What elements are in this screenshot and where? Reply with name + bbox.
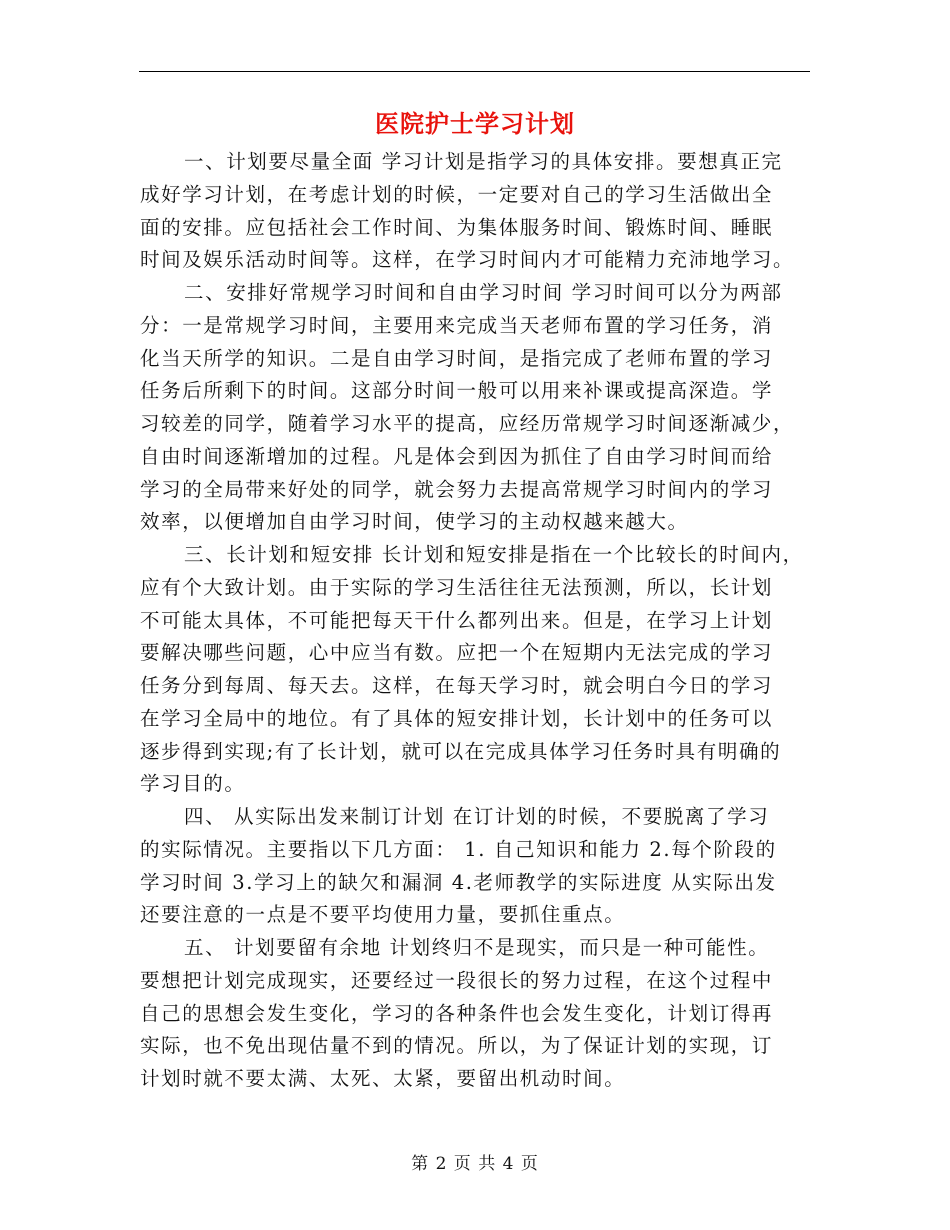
body-line: 学习时间 3.学习上的缺欠和漏洞 4.老师教学的实际进度 从实际出发 (140, 870, 777, 894)
document-body (140, 146, 810, 1096)
body-line: 的实际情况。主要指以下几方面： 1. 自己知识和能力 2.每个阶段的 (140, 837, 777, 861)
body-line: 五、 计划要留有余地 计划终归不是现实，而只是一种可能性。 (184, 936, 770, 959)
body-line: 成好学习计划，在考虑计划的时候，一定要对自己的学习生活做出全 (140, 182, 774, 206)
body-line: 学习目的。 (140, 772, 246, 796)
header-rule (139, 71, 810, 72)
body-line: 自由时间逐渐增加的过程。凡是体会到因为抓住了自由学习时间而给 (140, 444, 774, 468)
body-line: 一、计划要尽量全面 学习计划是指学习的具体安排。要想真正完 (184, 150, 783, 173)
body-line: 应有个大致计划。由于实际的学习生活往往无法预测，所以，长计划 (140, 575, 774, 599)
body-line: 三、长计划和短安排 长计划和短安排是指在一个比较长的时间内， (184, 543, 804, 566)
body-line: 分：一是常规学习时间，主要用来完成当天老师布置的学习任务，消 (140, 313, 774, 337)
body-line: 任务后所剩下的时间。这部分时间一般可以用来补课或提高深造。学 (140, 379, 774, 403)
body-line: 时间及娱乐活动时间等。这样，在学习时间内才可能精力充沛地学习。 (140, 248, 795, 272)
body-line: 面的安排。应包括社会工作时间、为集体服务时间、锻炼时间、睡眠 (140, 215, 774, 239)
page-number: 第 2 页 共 4 页 (411, 1154, 539, 1174)
body-line: 逐步得到实现;有了长计划，就可以在完成具体学习任务时具有明确的 (140, 739, 782, 763)
body-line: 任务分到每周、每天去。这样，在每天学习时，就会明白今日的学习 (140, 674, 774, 697)
body-line: 效率，以便增加自由学习时间，使学习的主动权越来越大。 (140, 510, 689, 534)
body-line: 二、安排好常规学习时间和自由学习时间 学习时间可以分为两部 (184, 281, 783, 304)
body-line: 在学习全局中的地位。有了具体的短安排计划，长计划中的任务可以 (140, 706, 774, 730)
body-line: 习较差的同学，随着学习水平的提高，应经历常规学习时间逐渐减少， (140, 412, 795, 435)
document-title: 医院护士学习计划 (375, 109, 575, 138)
body-line: 不可能太具体，不可能把每天干什么都列出来。但是，在学习上计划 (140, 608, 774, 632)
body-line: 化当天所学的知识。二是自由学习时间，是指完成了老师布置的学习 (140, 346, 774, 370)
body-line: 还要注意的一点是不要平均使用力量，要抓住重点。 (140, 903, 626, 927)
body-line: 实际，也不免出现估量不到的情况。所以，为了保证计划的实现，订 (140, 1034, 774, 1058)
body-line: 四、 从实际出发来制订计划 在订计划的时候，不要脱离了学习 (184, 805, 770, 828)
body-line: 要想把计划完成现实，还要经过一段很长的努力过程，在这个过程中 (140, 968, 774, 992)
body-line: 要解决哪些问题，心中应当有数。应把一个在短期内无法完成的学习 (140, 641, 774, 665)
body-line: 计划时就不要太满、太死、太紧，要留出机动时间。 (140, 1067, 626, 1090)
body-line: 学习的全局带来好处的同学，就会努力去提高常规学习时间内的学习 (140, 477, 774, 501)
body-line: 自己的思想会发生变化，学习的各种条件也会发生变化，计划订得再 (140, 1001, 774, 1025)
